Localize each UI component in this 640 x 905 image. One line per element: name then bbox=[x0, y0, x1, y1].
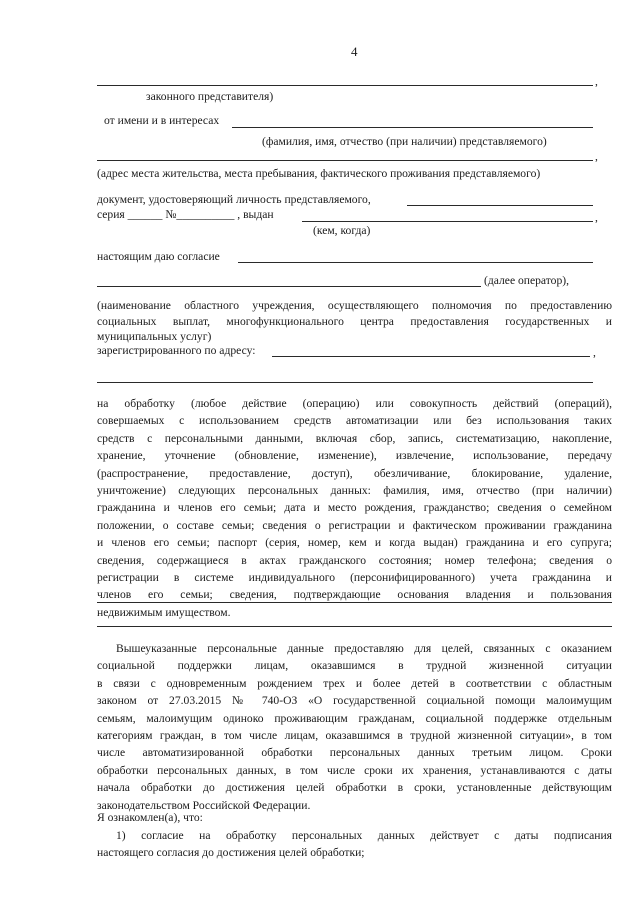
consent-label: настоящим даю согласие bbox=[97, 250, 220, 263]
doc-identity-field[interactable] bbox=[407, 205, 593, 206]
institution-caption: (наименование областного учреждения, осуществляющего полномочия по предоставлению социальных выплат, многофункционального центра предоставления государственных и муниципальных услуг) bbox=[97, 299, 612, 344]
processing-paragraph: на обработку (любое действие (операцию) или совокупность действий (операций), совершаемых с использованием средств автоматизации или без использования таких средств с персональными данными, включая сбор, запись, систематизацию, накопление, хранение, уточнение (обновление, изменение), извлечение, использование, передачу (распространение, предоставление, доступ), обезличивание, блокирование, удаление, уничтожение) следующих персональных данных: фамилия, имя, отчество (при наличии) гражданина и членов его семьи; дата и место рождения, гражданство; сведения о семейном положении, о составе семьи; сведения о регистрации и фактическом проживании гражданина и членов его семьи; паспорт (серия, номер, кем и когда выдан) гражданина и его супруга; сведения, содержащиеся в актах гражданского состояния; номер телефона; сведения о регистрации в системе индивидуального (персонифицированного) учета гражданина и членов его семьи; сведения, подтверждающие основания владения и пользования недвижимым имуществом. bbox=[97, 397, 612, 619]
issued-caption: (кем, когда) bbox=[313, 224, 371, 237]
comma: , bbox=[595, 211, 598, 224]
address-field[interactable] bbox=[97, 160, 593, 161]
consent-field[interactable] bbox=[238, 262, 593, 263]
issued-by-field[interactable] bbox=[302, 221, 593, 222]
comma: , bbox=[595, 75, 598, 88]
doc-identity-label: документ, удостоверяющий личность представляемого, bbox=[97, 193, 371, 206]
blank-line[interactable] bbox=[97, 85, 593, 86]
operator-label: (далее оператор), bbox=[484, 274, 570, 287]
address-caption: (адрес места жительства, места пребывания, фактического проживания представляемого) bbox=[97, 167, 541, 180]
blank-line[interactable] bbox=[97, 626, 612, 627]
series-number-line: серия ______ №__________ , выдан bbox=[97, 208, 274, 221]
operator-field[interactable] bbox=[97, 286, 481, 287]
registered-label: зарегистрированного по адресу: bbox=[97, 344, 256, 357]
registered-address-field-2[interactable] bbox=[97, 382, 593, 383]
acknowledged-label: Я ознакомлен(а), что: bbox=[97, 811, 203, 824]
represented-name-field[interactable] bbox=[232, 127, 593, 128]
on-behalf-label: от имени и в интересах bbox=[104, 114, 220, 127]
purpose-paragraph: Вышеуказанные персональные данные предоставляю для целей, связанных с оказанием социальной поддержки лицам, оказавшимся в трудной жизненной ситуации в связи с одновременным рождением трех и более детей в соответствии с областным законом от 27.03.2015 № 740-ОЗ «О государственной социальной помощи малоимущим семьям, малоимущим одиноко проживающим гражданам, социальной поддержке отдельным категориям граждан, в том числе лицам, оказавшимся в трудной жизненной ситуации», в том числе автоматизированной обработки персональных данных третьим лицом. Сроки обработки персональных данных, в том числе сроки их хранения, устанавливаются с даты начала обработки до достижения целей обработки в сроки, установленные действующим законодательством Российской Федерации. bbox=[97, 642, 612, 812]
represented-name-caption: (фамилия, имя, отчество (при наличии) представляемого) bbox=[262, 135, 547, 148]
comma: , bbox=[595, 150, 598, 163]
comma: , bbox=[593, 346, 596, 359]
legal-rep-caption: законного представителя) bbox=[146, 90, 274, 103]
page-number: 4 bbox=[351, 44, 358, 59]
registered-address-field[interactable] bbox=[272, 356, 590, 357]
blank-line[interactable] bbox=[97, 602, 612, 603]
item-1: 1) согласие на обработку персональных данных действует с даты подписания настоящего согласия до достижения целей обработки; bbox=[97, 829, 612, 860]
